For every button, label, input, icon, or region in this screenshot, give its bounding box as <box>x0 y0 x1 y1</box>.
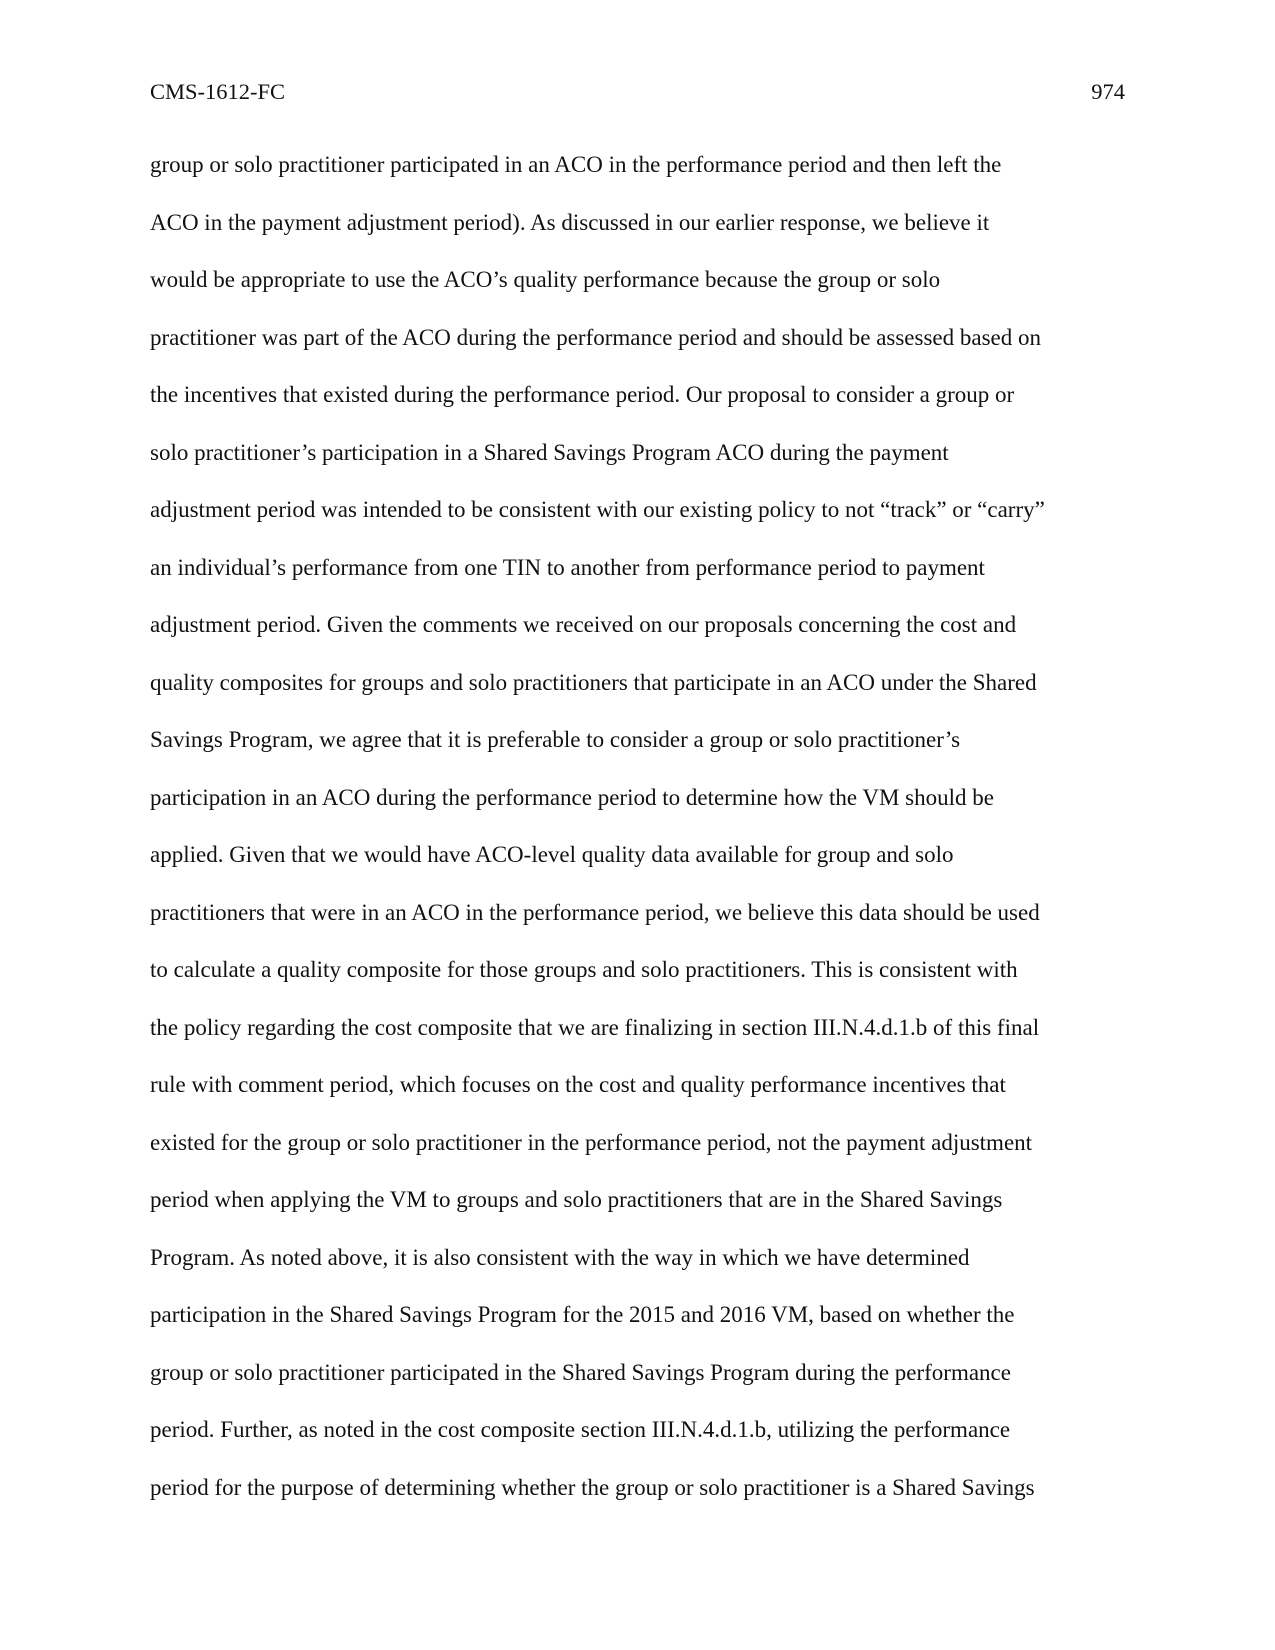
text-line: participation in an ACO during the performance period to determine how the VM should be <box>150 784 994 810</box>
page-number: 974 <box>1091 79 1125 104</box>
text-line: solo practitioner’s participation in a Shared Savings Program ACO during the payment <box>150 439 949 465</box>
text-line: period for the purpose of determining whether the group or solo practitioner is a Shared Savings <box>150 1474 1035 1500</box>
text-line: participation in the Shared Savings Program for the 2015 and 2016 VM, based on whether the <box>150 1302 1015 1327</box>
text-line: existed for the group or solo practitioner in the performance period, not the payment adjustment <box>150 1129 1033 1155</box>
document-id: CMS-1612-FC <box>150 79 286 104</box>
text-line: to calculate a quality composite for those groups and solo practitioners. This is consistent with <box>150 957 1018 982</box>
text-line: adjustment period was intended to be consistent with our existing policy to not “track” or “carry” <box>150 497 1045 522</box>
text-line: practitioner was part of the ACO during the performance period and should be assessed based on <box>150 324 1041 350</box>
text-line: would be appropriate to use the ACO’s quality performance because the group or solo <box>150 267 941 292</box>
text-line: group or solo practitioner participated in an ACO in the performance period and then left the <box>150 152 1002 177</box>
text-line: an individual’s performance from one TIN to another from performance period to payment <box>150 554 985 580</box>
text-line: applied. Given that we would have ACO-level quality data available for group and solo <box>150 842 954 867</box>
text-line: period. Further, as noted in the cost composite section III.N.4.d.1.b, utilizing the performance <box>150 1417 1011 1442</box>
text-line: adjustment period. Given the comments we received on our proposals concerning the cost and <box>150 612 1017 637</box>
text-line: the policy regarding the cost composite that we are finalizing in section III.N.4.d.1.b of this final <box>150 1014 1040 1040</box>
text-line: the incentives that existed during the performance period. Our proposal to consider a group or <box>150 382 1015 407</box>
text-line: Program. As noted above, it is also consistent with the way in which we have determined <box>150 1244 970 1270</box>
body-text <box>150 145 1140 1525</box>
text-line: quality composites for groups and solo practitioners that participate in an ACO under the Shared <box>150 669 1037 695</box>
text-line: group or solo practitioner participated in the Shared Savings Program during the performance <box>150 1359 1011 1385</box>
text-line: Savings Program, we agree that it is preferable to consider a group or solo practitioner’s <box>150 727 961 752</box>
text-line: practitioners that were in an ACO in the performance period, we believe this data should be used <box>150 899 1040 925</box>
text-line: rule with comment period, which focuses on the cost and quality performance incentives that <box>150 1072 1006 1097</box>
text-line: period when applying the VM to groups and solo practitioners that are in the Shared Savings <box>150 1187 1003 1212</box>
page-header <box>150 72 1125 112</box>
text-line: ACO in the payment adjustment period). As discussed in our earlier response, we believe it <box>150 209 990 235</box>
